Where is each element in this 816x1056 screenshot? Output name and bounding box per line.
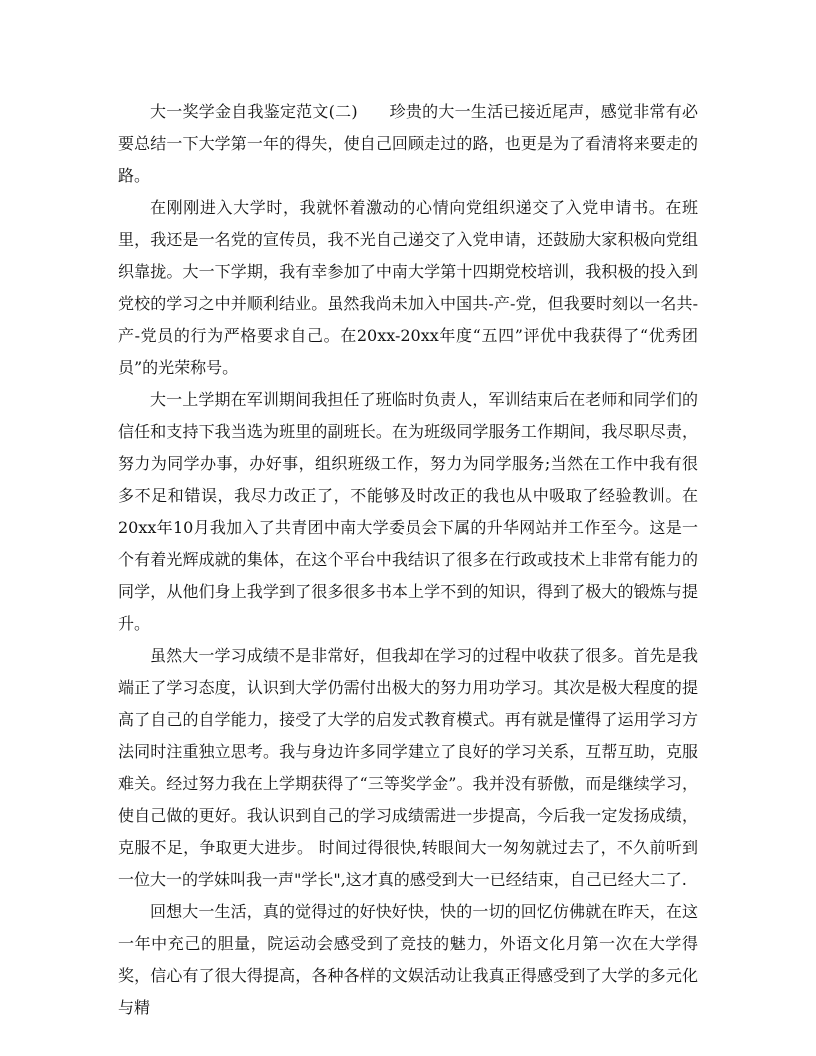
paragraph-3: 大一上学期在军训期间我担任了班临时负责人，军训结束后在老师和同学们的信任和支持下我当选为班里的副班长。在为班级同学服务工作期间，我尽职尽责，努力为同学办事，办好事，组织班级工作，努力为同学服务;当然在工作中我有很多不足和错误，我尽力改正了，不能够及时改正的我也从中吸取了经验教训。在20xx年10月我加入了共青团中南大学委员会下属的升华网站并工作至今。这是一个有着光辉成就的集体，在这个平台中我结识了很多在行政或技术上非常有能力的同学，从他们身上我学到了很多很多书本上学不到的知识，得到了极大的锻炼与提升。 — [118, 390, 698, 633]
paragraph-5: 回想大一生活，真的觉得过的好快好快，快的一切的回忆仿佛就在昨天，在这一年中充己的胆量，院运动会感受到了竞技的魅力，外语文化月第一次在大学得奖，信心有了很大得提高，各种各样的文娱活动让我真正得感受到了大学的多元化与精 — [118, 902, 698, 1017]
document-title: 大一奖学金自我鉴定范文(二) — [150, 102, 358, 121]
paragraph-4: 虽然大一学习成绩不是非常好，但我却在学习的过程中收获了很多。首先是我端正了学习态度，认识到大学仍需付出极大的努力用功学习。其次是极大程度的提高了自己的自学能力，接受了大学的启发式教育模式。再有就是懂得了运用学习方法同时注重独立思考。我与身边许多同学建立了良好的学习关系，互帮互助，克服难关。经过努力我在上学期获得了“三等奖学金”。我并没有骄傲，而是继续学习，使自己做的更好。我认识到自己的学习成绩需进一步提高，今后我一定发扬成绩，克服不足，争取更大进步。 时间过得很快,转眼间大一匆匆就过去了，不久前听到一位大一的学妹叫我一声"学长",这才真的感受到大一已经结束，自己已经大二了. — [118, 646, 698, 889]
document-body — [118, 96, 698, 1024]
paragraph-2: 在刚刚进入大学时，我就怀着激动的心情向党组织递交了入党申请书。在班里，我还是一名党的宣传员，我不光自己递交了入党申请，还鼓励大家积极向党组织靠拢。大一下学期，我有幸参加了中南大学第十四期党校培训，我积极的投入到党校的学习之中并顺利结业。虽然我尚未加入中国共-产-党，但我要时刻以一名共-产-党员的行为严格要求自己。在20xx-20xx年度“五四”评优中我获得了“优秀团员”的光荣称号。 — [118, 198, 698, 377]
paragraph-1 — [118, 96, 698, 192]
paragraph-1-text: 珍贵的大一生活已接近尾声，感觉非常有必要总结一下大学第一年的得失，使自己回顾走过的路，也更是为了看清将来要走的路。 — [118, 102, 698, 185]
